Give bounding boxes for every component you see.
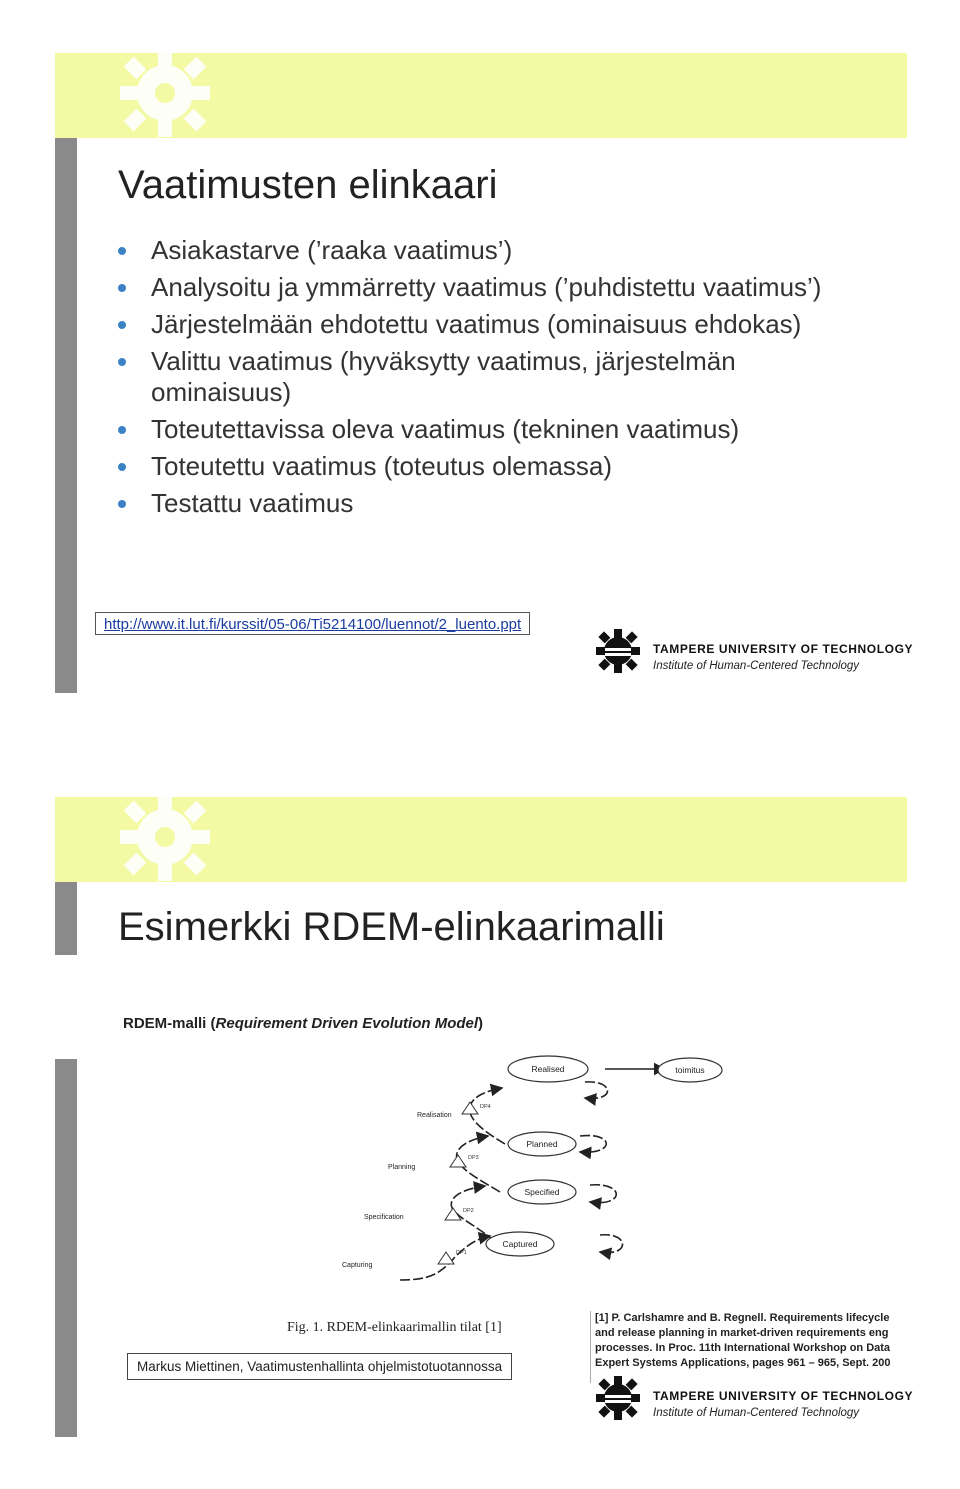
university-logo [595, 1375, 914, 1430]
bullet-icon [118, 426, 126, 434]
state-label: Realised [531, 1064, 565, 1074]
state-label: Captured [502, 1239, 538, 1249]
slide-side-band [55, 1059, 77, 1437]
slide-1 [55, 53, 914, 693]
decision-point-label: DP3 [468, 1155, 479, 1161]
slide-side-band [55, 138, 77, 693]
slide-title: Esimerkki RDEM-elinkaarimalli [118, 905, 665, 949]
tut-gear-icon [595, 628, 641, 674]
list-item: Asiakastarve (’raaka vaatimus’) [118, 235, 878, 266]
bullet-icon [118, 321, 126, 329]
institute-name: Institute of Human-Centered Technology [653, 1407, 860, 1419]
state-label: Planned [526, 1139, 558, 1149]
end-state-label: toimitus [675, 1065, 705, 1075]
bullet-icon [118, 500, 126, 508]
university-name: TAMPERE UNIVERSITY OF TECHNOLOGY [653, 642, 914, 656]
model-subtitle: RDEM-malli (Requirement Driven Evolution Model) [123, 1015, 484, 1032]
list-item: Järjestelmään ehdotettu vaatimus (ominaisuus ehdokas) [118, 309, 878, 340]
reference-line: and release planning in market-driven requirements eng [595, 1327, 889, 1339]
activity-label: Realisation [417, 1112, 452, 1119]
activity-label: Capturing [342, 1262, 373, 1269]
decision-point-label: DP2 [463, 1208, 474, 1214]
decision-point-label: DP1 [456, 1250, 467, 1256]
list-item: Analysoitu ja ymmärretty vaatimus (’puhdistettu vaatimus’) [118, 272, 878, 303]
list-item: Testattu vaatimus [118, 488, 878, 519]
activity-label: Planning [388, 1164, 416, 1171]
author-footer: Markus Miettinen, Vaatimustenhallinta ohjelmistotuotannossa [127, 1353, 512, 1380]
rdem-lifecycle-diagram [280, 1052, 725, 1292]
university-name: TAMPERE UNIVERSITY OF TECHNOLOGY [653, 1389, 914, 1403]
reference-line: Expert Systems Applications, pages 961 – 965, Sept. 200 [595, 1357, 891, 1369]
bullet-icon [118, 358, 126, 366]
gear-watermark-icon [110, 51, 220, 141]
slide-2 [55, 797, 914, 1437]
source-link[interactable]: http://www.it.lut.fi/kurssit/05-06/Ti5214100/luennot/2_luento.ppt [95, 612, 530, 635]
list-item: Toteutettu vaatimus (toteutus olemassa) [118, 451, 878, 482]
reference-note [590, 1311, 908, 1383]
reference-line: [1] P. Carlshamre and B. Regnell. Requirements lifecycle [595, 1312, 890, 1324]
list-item: Valittu vaatimus (hyväksytty vaatimus, järjestelmän ominaisuus) [118, 346, 878, 408]
decision-point-label: DP4 [480, 1104, 491, 1110]
activity-label: Specification [364, 1214, 404, 1221]
reference-line: processes. In Proc. 11th International Workshop on Data [595, 1342, 891, 1354]
bullet-icon [118, 284, 126, 292]
institute-name: Institute of Human-Centered Technology [653, 660, 860, 672]
tut-gear-icon [595, 1375, 641, 1421]
university-logo [595, 628, 914, 683]
figure-caption: Fig. 1. RDEM-elinkaarimallin tilat [1] [287, 1320, 502, 1335]
slide-side-band [55, 882, 77, 955]
slide-title: Vaatimusten elinkaari [118, 163, 498, 207]
bullet-list [118, 235, 878, 525]
list-item: Toteutettavissa oleva vaatimus (tekninen vaatimus) [118, 414, 878, 445]
state-label: Specified [524, 1187, 560, 1197]
bullet-icon [118, 463, 126, 471]
gear-watermark-icon [110, 795, 220, 885]
bullet-icon [118, 247, 126, 255]
